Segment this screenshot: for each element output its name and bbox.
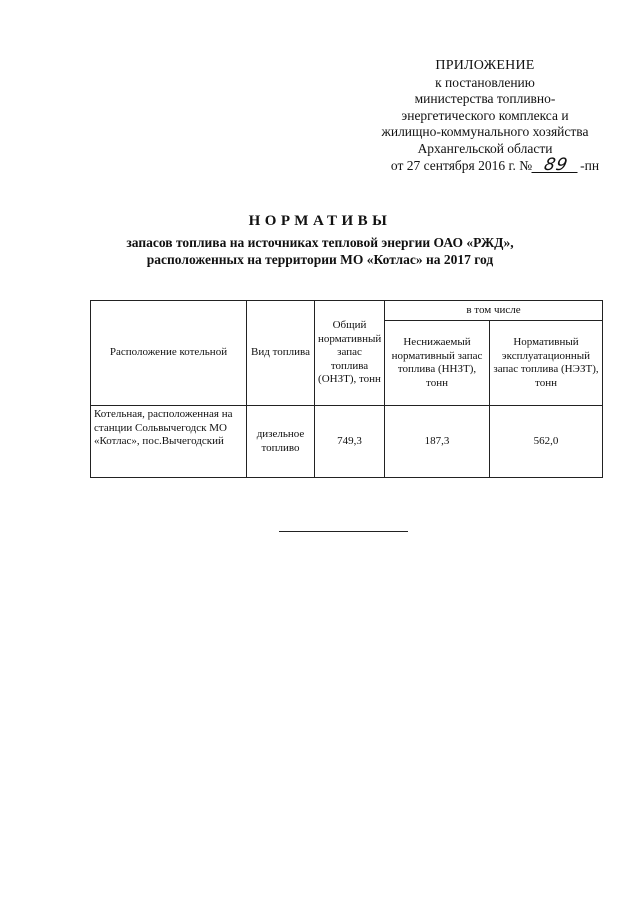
appendix-line-5: Архангельской области xyxy=(417,140,553,156)
header-nnzt: Неснижаемый нормативный запас топлива (ННЗТ), тонн xyxy=(385,321,490,406)
appendix-line-3: энергетического комплекса и xyxy=(401,107,569,123)
document-subtitle-line-2: расположенных на территории МО «Котлас» на 2017 год xyxy=(146,252,494,267)
appendix-date-line xyxy=(370,154,620,175)
appendix-title: ПРИЛОЖЕНИЕ xyxy=(435,58,535,73)
appendix-line-1: к постановлению xyxy=(435,74,535,90)
appendix-line-2: министерства топливно- xyxy=(414,91,556,107)
table-row xyxy=(91,406,603,478)
header-total-reserve: Общий нормативный запас топлива (ОНЗТ), тонн xyxy=(315,301,385,406)
appendix-number-suffix: -пн xyxy=(580,157,600,173)
appendix-block xyxy=(360,58,610,174)
header-fuel-type: Вид топлива xyxy=(247,301,315,406)
cell-total: 749,3 xyxy=(315,406,385,478)
header-including: в том числе xyxy=(385,301,603,321)
fuel-norms-table xyxy=(90,300,603,478)
cell-nnzt: 187,3 xyxy=(385,406,490,478)
appendix-date-prefix: от 27 сентября 2016 г. № xyxy=(390,157,533,173)
document-title: НОРМАТИВЫ xyxy=(248,213,392,229)
header-location: Расположение котельной xyxy=(91,301,247,406)
header-nezt: Нормативный эксплуатационный запас топлива (НЭЗТ), тонн xyxy=(490,321,603,406)
handwritten-document-number: 89 xyxy=(532,158,581,173)
cell-nezt: 562,0 xyxy=(490,406,603,478)
appendix-line-4: жилищно-коммунального хозяйства xyxy=(381,124,589,140)
cell-location: Котельная, расположенная на станции Сольвычегодск МО «Котлас», пос.Вычегодский xyxy=(91,406,247,478)
document-title-block xyxy=(0,213,640,268)
table-header-row-1 xyxy=(91,301,603,321)
closing-separator-line xyxy=(279,531,408,532)
document-subtitle-line-1: запасов топлива на источниках тепловой энергии ОАО «РЖД», xyxy=(126,235,514,250)
cell-fuel-type: дизельное топливо xyxy=(247,406,315,478)
